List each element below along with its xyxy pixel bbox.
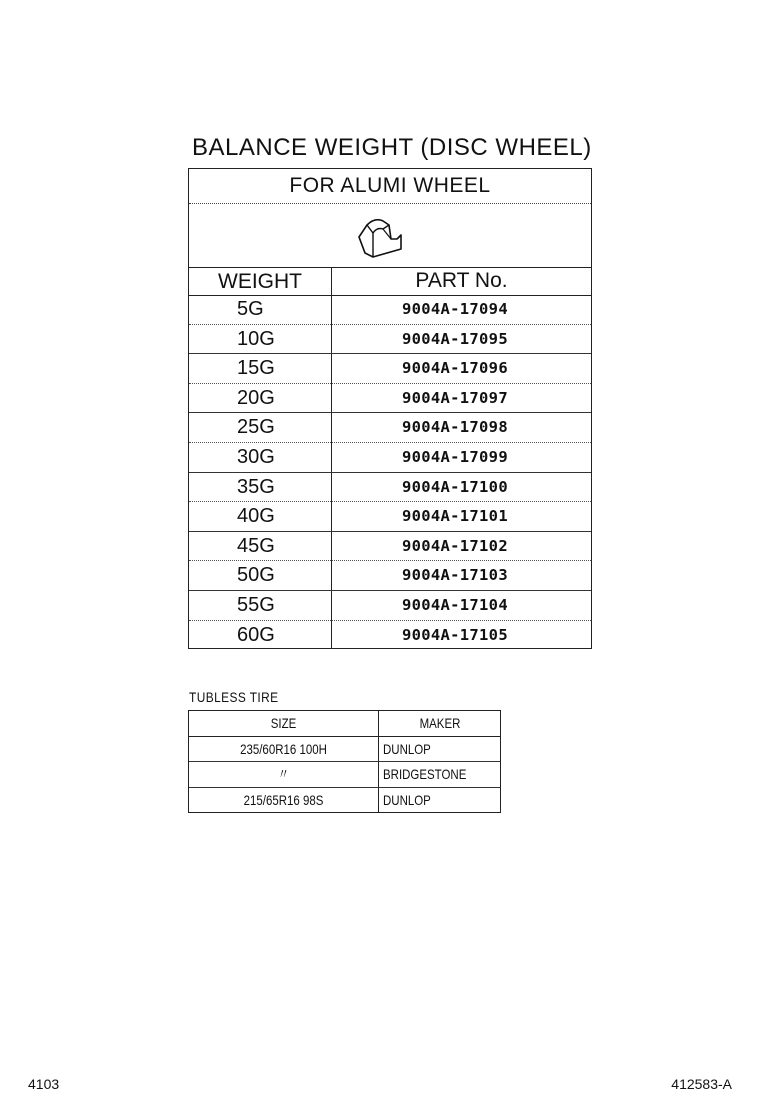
weight-value: 20G: [237, 386, 275, 409]
tire-size: 〃: [277, 766, 290, 782]
table-row: [189, 473, 591, 503]
table-row: [189, 502, 591, 532]
part-number: 9004A-17104: [402, 595, 508, 614]
tire-maker: DUNLOP: [383, 791, 431, 808]
weight-value: 60G: [237, 623, 275, 646]
table-row: [189, 762, 500, 788]
table-header-row: [189, 267, 591, 296]
part-number: 9004A-17100: [402, 477, 508, 496]
illustration-cell: [189, 203, 591, 268]
part-number: 9004A-17097: [402, 388, 508, 407]
tire-size: 215/65R16 98S: [243, 791, 324, 808]
page-code-left: 4103: [28, 1076, 60, 1092]
table-row: [189, 443, 591, 473]
tire-header-row: [189, 711, 500, 737]
table-row: [189, 621, 591, 651]
weight-value: 25G: [237, 416, 275, 439]
weight-value: 50G: [237, 564, 275, 587]
table-row: [189, 737, 500, 763]
weight-value: 5G: [237, 298, 264, 320]
header-maker: MAKER: [419, 715, 461, 731]
table-row: [189, 384, 591, 414]
page-code-right: 412583-A: [671, 1076, 732, 1092]
balance-weight-table: [188, 168, 592, 649]
table-row: [189, 532, 591, 562]
part-number: 9004A-17094: [402, 300, 508, 318]
tire-size: 235/60R16 100H: [240, 740, 327, 757]
table-row: [189, 354, 591, 384]
part-number: 9004A-17099: [402, 447, 508, 466]
part-number: 9004A-17102: [402, 536, 508, 555]
table-subtitle: FOR ALUMI WHEEL: [189, 169, 591, 204]
tire-table: [188, 710, 501, 813]
weight-value: 35G: [237, 475, 275, 498]
weight-value: 55G: [237, 593, 275, 616]
tire-table-title: TUBLESS TIRE: [189, 689, 279, 705]
weight-rows: [189, 295, 591, 648]
tire-rows: [189, 737, 500, 814]
part-number: 9004A-17098: [402, 418, 508, 437]
tire-maker: DUNLOP: [383, 740, 431, 757]
part-number: 9004A-17101: [402, 507, 508, 526]
table-row: [189, 591, 591, 621]
page-title: BALANCE WEIGHT (DISC WHEEL): [192, 134, 592, 161]
header-weight: WEIGHT: [218, 270, 302, 293]
part-number: 9004A-17095: [402, 329, 508, 348]
part-number: 9004A-17096: [402, 359, 508, 378]
weight-value: 10G: [237, 327, 275, 350]
part-number: 9004A-17105: [402, 625, 508, 644]
weight-value: 30G: [237, 445, 275, 468]
table-row: [189, 413, 591, 443]
table-row: [189, 295, 591, 325]
table-row: [189, 788, 500, 814]
part-number: 9004A-17103: [402, 566, 508, 585]
weight-value: 40G: [237, 505, 275, 528]
table-row: [189, 561, 591, 591]
header-part-no: PART No.: [415, 269, 508, 292]
weight-value: 45G: [237, 534, 275, 557]
weight-value: 15G: [237, 357, 275, 380]
header-size: SIZE: [270, 715, 297, 731]
table-row: [189, 325, 591, 355]
tire-maker: BRIDGESTONE: [383, 766, 467, 782]
balance-weight-clip-icon: [353, 209, 425, 263]
